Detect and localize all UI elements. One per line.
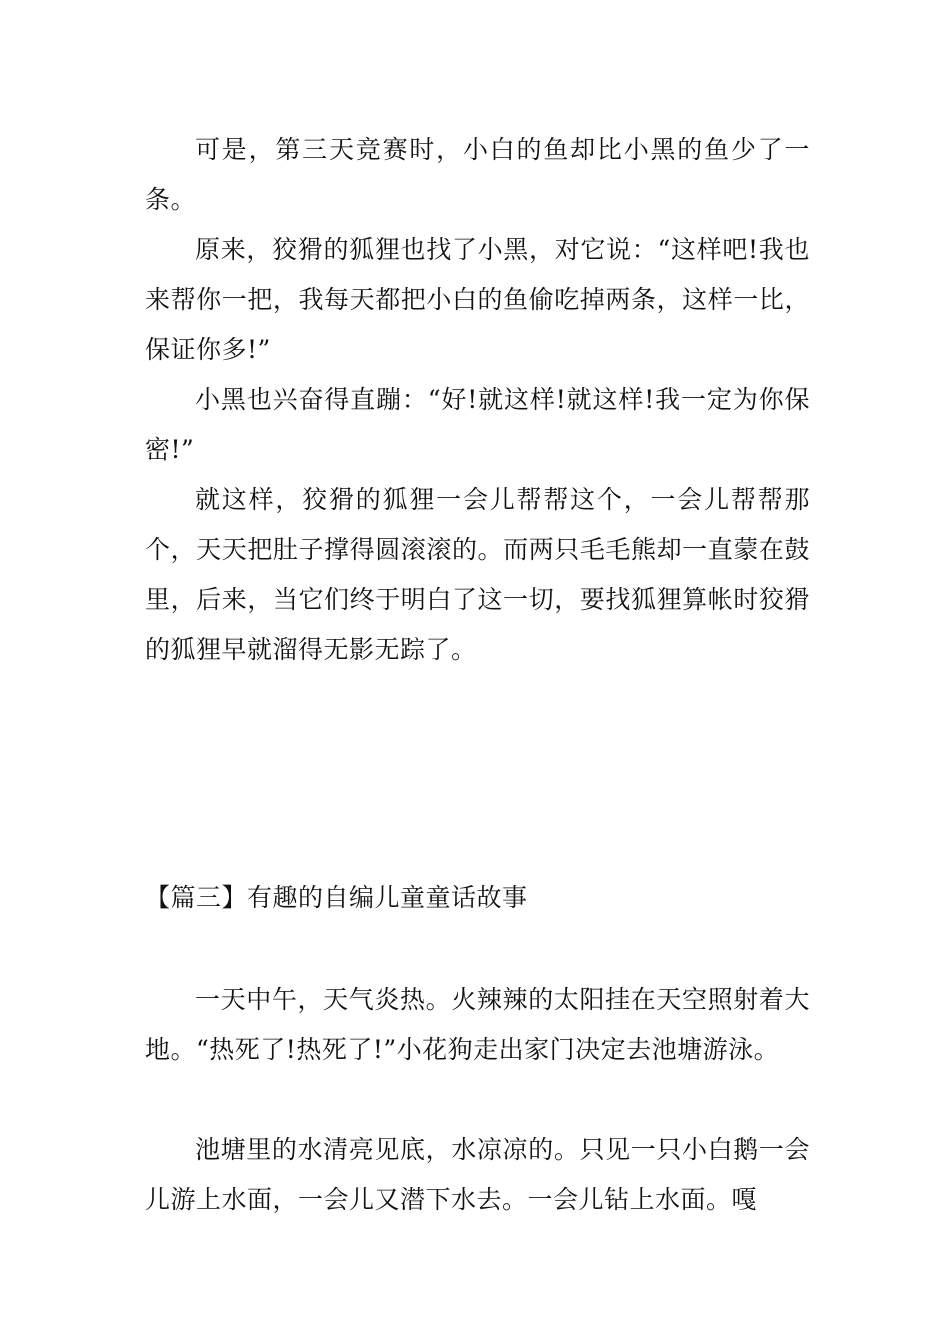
paragraph: 就这样，狡猾的狐狸一会儿帮帮这个，一会儿帮帮那个，天天把肚子撑得圆滚滚的。而两只毛毛熊却一直蒙在鼓里，后来，当它们终于明白了这一切，要找狐狸算帐时狡猾的狐狸早就溜得无影无踪了。 [145, 485, 810, 664]
paragraph: 原来，狡猾的狐狸也找了小黑，对它说：“这样吧!我也来帮你一把，我每天都把小白的鱼偷吃掉两条，这样一比，保证你多!” [145, 235, 810, 364]
paragraph: 小黑也兴奋得直蹦：“好!就这样!就这样!我一定为你保密!” [145, 385, 810, 464]
paragraph: 一天中午，天气炎热。火辣辣的太阳挂在天空照射着大地。“热死了!热死了!”小花狗走出家门决定去池塘游泳。 [145, 985, 810, 1064]
paragraph: 池塘里的水清亮见底，水凉凉的。只见一只小白鹅一会儿游上水面，一会儿又潜下水去。一会儿钻上水面。嘎 [145, 1135, 810, 1214]
section-heading: 【篇三】有趣的自编儿童童话故事 [145, 883, 528, 912]
paragraph: 可是，第三天竞赛时，小白的鱼却比小黑的鱼少了一条。 [145, 135, 810, 214]
